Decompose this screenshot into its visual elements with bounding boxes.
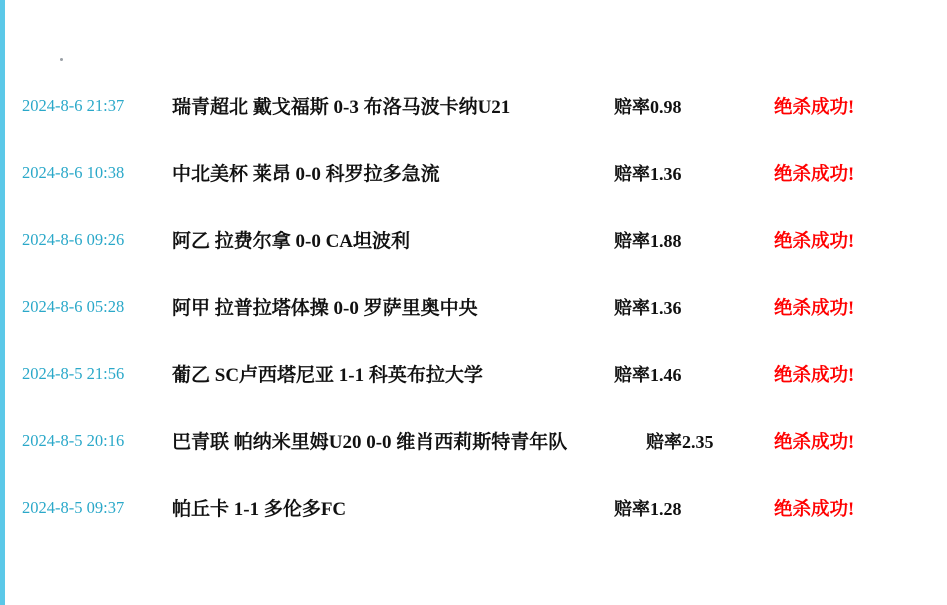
match-description: 瑞青超北 戴戈福斯 0-3 布洛马波卡纳U21 [172, 97, 511, 118]
match-odds: 赔率1.36 [614, 163, 682, 184]
match-datetime: 2024-8-5 09:37 [22, 497, 125, 517]
match-datetime: 2024-8-6 21:37 [22, 95, 125, 115]
match-description: 巴青联 帕纳米里姆U20 0-0 维肖西莉斯特青年队 [172, 432, 568, 453]
list-item [0, 273, 947, 340]
match-odds: 赔率2.35 [646, 431, 714, 452]
match-odds: 赔率1.46 [614, 364, 682, 385]
decorative-dot [60, 58, 63, 61]
match-odds: 赔率1.88 [614, 230, 682, 251]
status-badge: 绝杀成功! [774, 231, 855, 252]
match-datetime: 2024-8-5 20:16 [22, 430, 125, 450]
match-datetime: 2024-8-5 21:56 [22, 363, 125, 383]
status-badge: 绝杀成功! [774, 298, 855, 319]
match-datetime: 2024-8-6 09:26 [22, 229, 125, 249]
status-badge: 绝杀成功! [774, 365, 855, 386]
list-item [0, 407, 947, 474]
match-description: 阿乙 拉费尔拿 0-0 CA坦波利 [172, 231, 411, 252]
list-item [0, 139, 947, 206]
match-datetime: 2024-8-6 05:28 [22, 296, 125, 316]
status-badge: 绝杀成功! [774, 499, 855, 520]
list-item [0, 72, 947, 139]
match-description: 阿甲 拉普拉塔体操 0-0 罗萨里奥中央 [172, 298, 478, 319]
list-item [0, 206, 947, 273]
status-badge: 绝杀成功! [774, 164, 855, 185]
match-datetime: 2024-8-6 10:38 [22, 162, 125, 182]
list-item [0, 340, 947, 407]
match-odds: 赔率1.28 [614, 498, 682, 519]
match-odds: 赔率0.98 [614, 96, 682, 117]
match-results-list [0, 72, 947, 541]
status-badge: 绝杀成功! [774, 432, 855, 453]
list-item [0, 474, 947, 541]
match-odds: 赔率1.36 [614, 297, 682, 318]
status-badge: 绝杀成功! [774, 97, 855, 118]
match-description: 中北美杯 莱昂 0-0 科罗拉多急流 [172, 164, 440, 185]
match-description: 葡乙 SC卢西塔尼亚 1-1 科英布拉大学 [172, 365, 483, 386]
match-description: 帕丘卡 1-1 多伦多FC [172, 499, 347, 520]
